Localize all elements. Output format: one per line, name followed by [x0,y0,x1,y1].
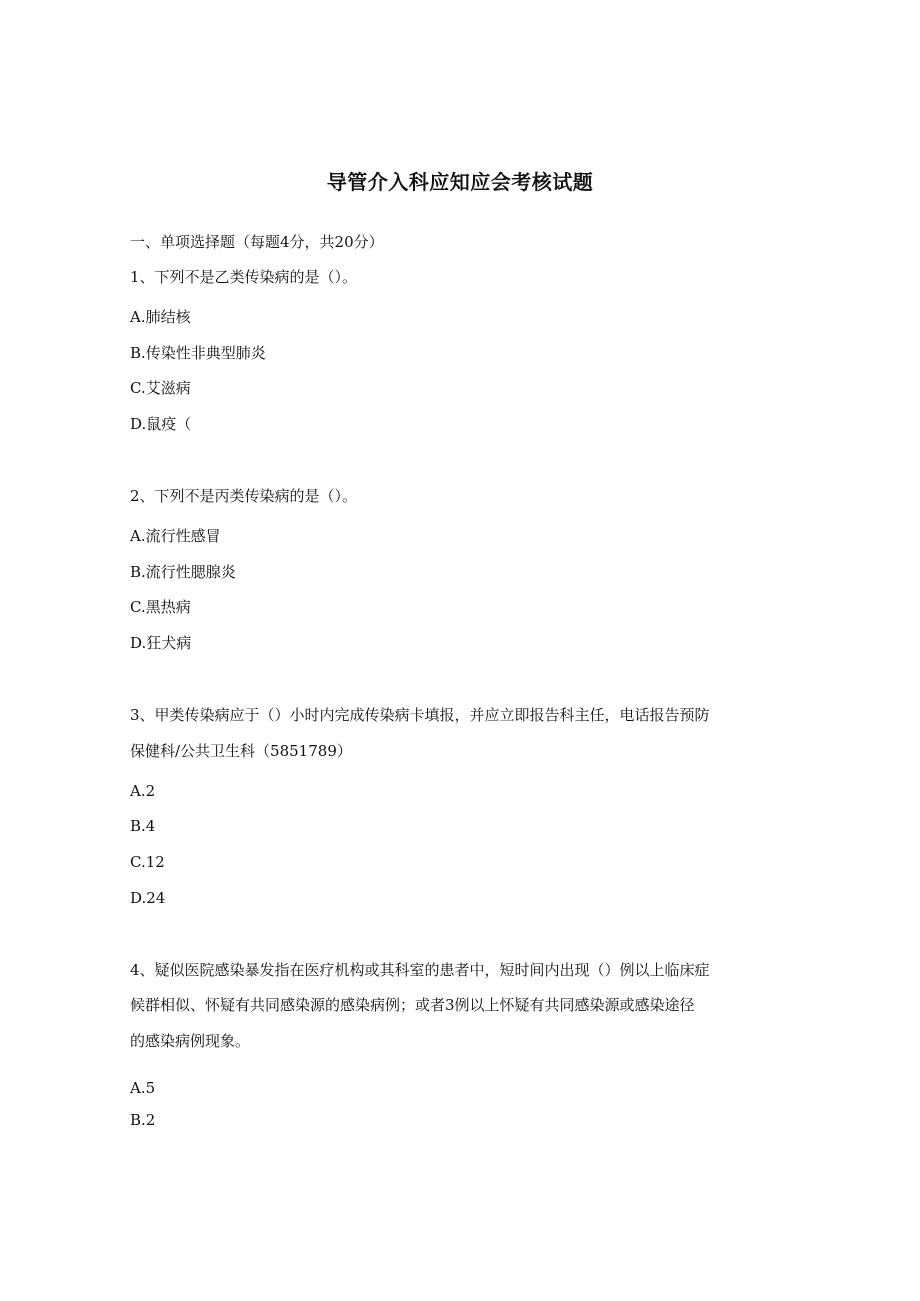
question-2-option-c: C.黑热病 [130,598,191,616]
document-title: 导管介入科应知应会考核试题 [326,170,594,194]
question-3-text-line-2: 保健科/公共卫生科（5851789） [130,742,352,760]
question-4-option-b: B.2 [130,1111,156,1129]
question-3-option-d: D.24 [130,889,166,907]
question-4-option-a: A.5 [130,1079,156,1097]
question-2-option-b: B.流行性腮腺炎 [130,563,236,581]
question-3-option-c: C.12 [130,853,165,871]
question-1-option-a: A.肺结核 [130,308,191,326]
question-2-text: 2、下列不是丙类传染病的是（）。 [130,487,358,505]
question-4-text-line-1: 4、疑似医院感染暴发指在医疗机构或其科室的患者中，短时间内出现（）例以上临床症 [130,961,710,979]
question-1-option-d: D.鼠疫（ [130,415,192,433]
question-2-option-d: D.狂犬病 [130,634,192,652]
question-4-text-line-3: 的感染病例现象。 [130,1032,251,1050]
question-1-option-c: C.艾滋病 [130,379,191,397]
question-3-option-a: A.2 [130,782,156,800]
question-1-text: 1、下列不是乙类传染病的是（）。 [130,268,358,286]
question-2-option-a: A.流行性感冒 [130,527,221,545]
question-4-text-line-2: 候群相似、怀疑有共同感染源的感染病例；或者3例以上怀疑有共同感染源或感染途径 [130,996,695,1014]
question-3-text-line-1: 3、甲类传染病应于（）小时内完成传染病卡填报，并应立即报告科主任，电话报告预防 [130,706,710,724]
question-1-option-b: B.传染性非典型肺炎 [130,344,266,362]
section-heading: 一、单项选择题（每题4分，共20分） [130,233,384,251]
question-3-option-b: B.4 [130,817,156,835]
